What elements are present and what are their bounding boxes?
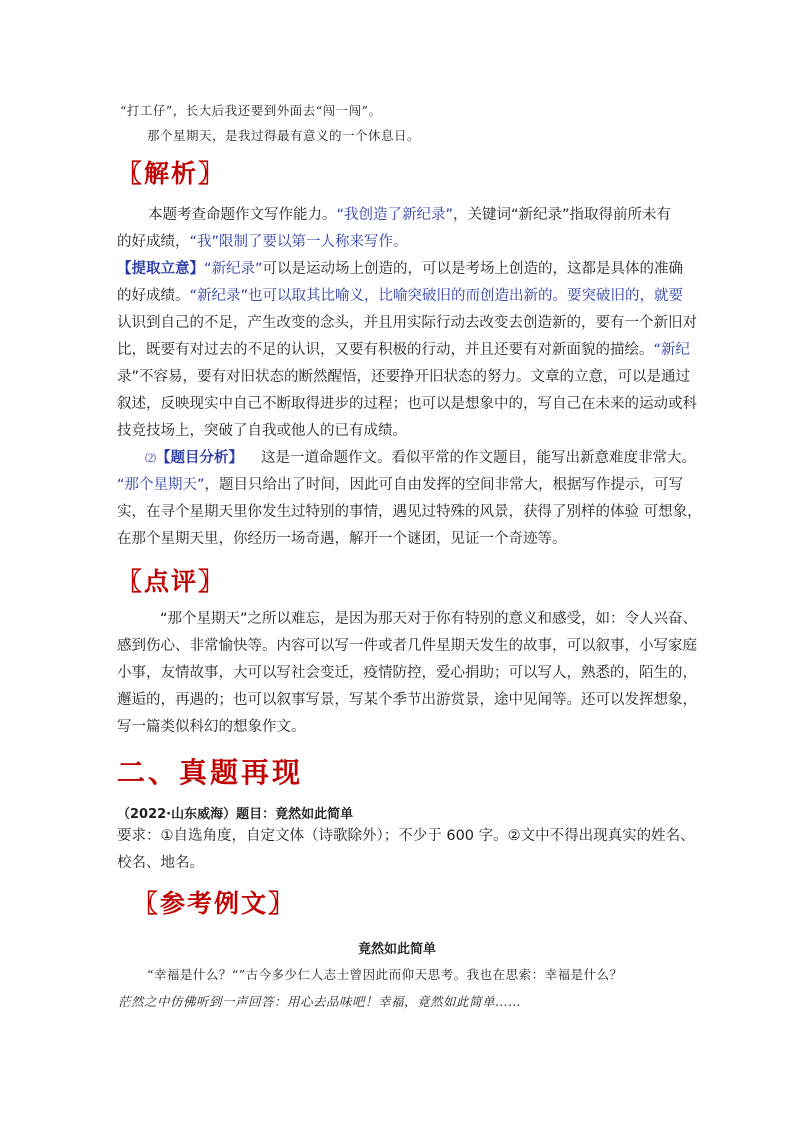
analysis-quote: “新纪录”也可以取其比喻义，比喻突破旧的而创造出新的。要突破旧的，就要 [189,288,684,304]
analysis-line [117,262,683,277]
analysis-quote: “我创造了新纪录” [336,207,454,223]
analysis-line [117,478,683,493]
question-source: （2022·山东威海）题目：竟然如此简单 [117,807,354,822]
analysis-text: 可以是运动场上创造的，可以是考场上创造的，这都是具体的准确 [262,261,684,277]
analysis-text: 比，既要有对过去的不足的认识，又要有积极的行动，并且还要有对新面貌的描绘。 [117,342,654,358]
analysis-banner: 〖解析〗 [117,159,226,188]
analysis-quote: “我”限制了要以第一人称来写作。 [189,234,408,250]
analysis-line [117,235,408,250]
sample-line: “幸福是什么？“”古今多少仁人志士曾因此而仰天思考。我也在思索：幸福是什么？ [147,967,623,982]
sample-banner: 〖参考例文〗 [133,889,296,918]
comment-line: 感到伤心、非常愉快等。内容可以写一件或者几件星期天发生的故事，可以叙事，小写家庭 [117,638,697,654]
comment-banner: 〖点评〗 [117,567,226,596]
analysis-quote: “新纪 [653,342,691,358]
analysis-line: 录”不容易，要有对旧状态的断然醒悟，还要挣开旧状态的努力。文章的立意，可以是通过 [117,369,691,385]
analysis-line: 在那个星期天里，你经历一场奇遇，解开一个谜团，见证一个奇迹等。 [117,531,567,547]
requirement-line: 要求：①自选角度，自定文体（诗歌除外）；不少于 600 字。②文中不得出现真实的姓名、 [117,828,695,844]
analysis-line: 认识到自己的不足，产生改变的念头，并且用实际行动去改变去创造新的，要有一个新旧对 [117,315,697,331]
comment-line: 小事，友情故事，大可以写社会变迁，疫情防控，爱心捐助；可以写人，熟悉的，陌生的， [117,665,697,681]
analysis-line [145,451,696,466]
analysis-quote: “新纪录” [204,261,263,277]
analysis-text: 这是一道命题作文。看似平常的作文题目，能写出新意难度非常大。 [261,450,696,466]
sample-title: 竟然如此简单 [357,942,436,957]
analysis-text: ，关键词“新纪录”指取得前所未有 [453,207,672,223]
analysis-text: 的好成绩。 [117,288,190,304]
analysis-quote: “那个星期天” [117,477,205,493]
section-heading: 二、真题再现 [117,756,304,789]
essay-line: 那个星期天，是我过得最有意义的一个休息日。 [147,128,421,143]
item-number: ⑵ [145,452,156,465]
comment-line: “那个星期天”之所以难忘，是因为那天对于你有特别的意义和感受，如：令人兴奋、 [160,611,698,627]
analysis-text: ，题目只给出了时间，因此可自由发挥的空间非常大，根据写作提示，可写 [204,477,684,493]
analysis-tag: 【题目分析】 [156,450,243,466]
essay-line: “打工仔”，长大后我还要到外面去“闯一闯”。 [120,103,382,118]
comment-line: 邂逅的，再遇的；也可以叙事写景，写某个季节出游赏景，途中见闻等。还可以发挥想象， [117,692,697,708]
requirement-line: 校名、地名。 [117,855,204,871]
analysis-tag: 【提取立意】 [117,261,204,277]
analysis-text: 本题考查命题作文写作能力。 [148,207,337,223]
analysis-line [117,343,690,358]
analysis-line [117,289,683,304]
analysis-line: 叙述，反映现实中自己不断取得进步的过程；也可以是想象中的，写自己在未来的运动或科 [117,396,697,412]
analysis-line: 实，在寻个星期天里你发生过特别的事情，遇见过特殊的风景，获得了别样的体验 可想象， [117,504,702,520]
analysis-line [148,208,671,223]
comment-line: 写一篇类似科幻的想象作文。 [117,719,306,735]
analysis-line: 技竞技场上，突破了自我或他人的已有成绩。 [117,423,407,439]
sample-line: 茫然之中仿佛听到一声回答：用心去品味吧！幸福，竟然如此简单…… [118,994,522,1009]
analysis-text: 的好成绩， [117,234,190,250]
